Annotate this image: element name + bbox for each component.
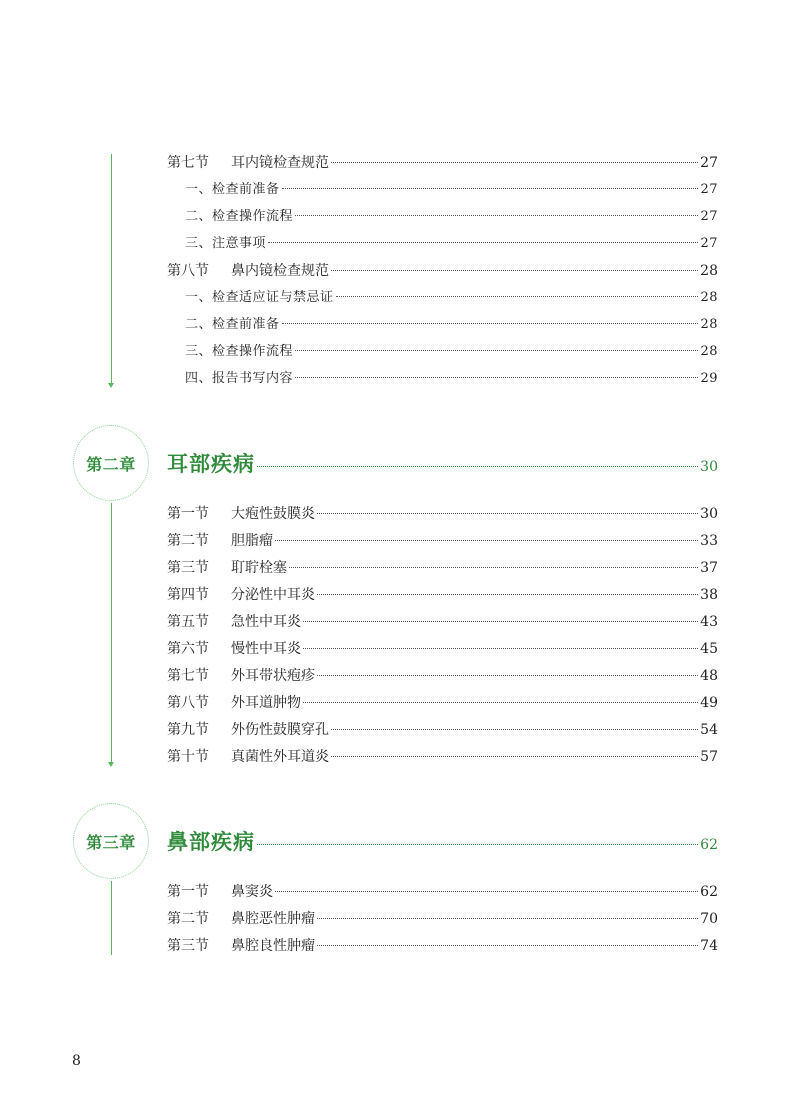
page-ref: 27	[700, 182, 718, 197]
dot-leader	[317, 675, 698, 676]
toc-section-entry[interactable]	[167, 935, 718, 957]
dot-leader	[331, 729, 698, 730]
chapter-badge: 第二章	[73, 425, 149, 501]
toc-chapter-entry[interactable]	[167, 826, 718, 856]
section-title: 真菌性外耳道炎	[231, 749, 329, 765]
section-title: 鼻窦炎	[231, 884, 273, 900]
section-title: 鼻腔良性肿瘤	[231, 938, 315, 954]
dot-leader	[295, 350, 698, 351]
page-ref: 33	[700, 533, 718, 549]
section-number: 第九节	[167, 722, 209, 738]
section-number: 第七节	[167, 155, 209, 171]
page-ref: 62	[700, 837, 718, 853]
section-number: 第八节	[167, 263, 209, 279]
section-title: 急性中耳炎	[231, 614, 301, 630]
dot-leader	[295, 215, 698, 216]
toc-section-entry[interactable]	[167, 557, 718, 579]
dot-leader	[317, 918, 698, 919]
arrow-down-icon	[108, 383, 114, 388]
dot-leader	[268, 242, 698, 243]
toc-subsection-entry[interactable]	[185, 314, 718, 336]
toc-subsection-entry[interactable]	[185, 341, 718, 363]
page-ref: 29	[700, 371, 718, 386]
arrow-down-icon	[108, 762, 114, 767]
chapter-badge: 第三章	[73, 803, 149, 879]
toc-section-entry[interactable]	[167, 638, 718, 660]
section-title: 胆脂瘤	[231, 533, 273, 549]
toc-section-entry[interactable]	[167, 530, 718, 552]
chapter-title: 耳部疾病	[167, 451, 255, 476]
dot-leader	[303, 702, 698, 703]
toc-section-entry[interactable]	[167, 719, 718, 741]
section-number: 第二节	[167, 533, 209, 549]
section-title: 分泌性中耳炎	[231, 587, 315, 603]
section-title: 耳内镜检查规范	[231, 155, 329, 171]
dot-leader	[317, 513, 698, 514]
page-ref: 27	[700, 236, 718, 251]
toc-section-entry[interactable]	[167, 665, 718, 687]
toc-subsection-entry[interactable]	[185, 179, 718, 201]
section-number: 第三节	[167, 938, 209, 954]
page-ref: 45	[700, 641, 718, 657]
section-number: 第十节	[167, 749, 209, 765]
section-number: 第二节	[167, 911, 209, 927]
toc-section-entry[interactable]	[167, 611, 718, 633]
toc-section-entry[interactable]	[167, 152, 718, 174]
section-title: 慢性中耳炎	[231, 641, 301, 657]
dot-leader	[317, 945, 698, 946]
subsection-title: 一、检查适应证与禁忌证	[185, 290, 334, 305]
dot-leader	[282, 323, 699, 324]
toc-chapter-entry[interactable]	[167, 448, 718, 478]
section-title: 外耳道肿物	[231, 695, 301, 711]
section-title: 大疱性鼓膜炎	[231, 506, 315, 522]
toc-section-entry[interactable]	[167, 881, 718, 903]
page-ref: 74	[700, 938, 718, 954]
subsection-title: 四、报告书写内容	[185, 371, 294, 386]
toc-subsection-entry[interactable]	[185, 206, 718, 228]
page-ref: 38	[700, 587, 718, 603]
section-title: 耵聍栓塞	[231, 560, 287, 576]
toc-subsection-entry[interactable]	[185, 287, 718, 309]
page-ref: 27	[700, 155, 718, 171]
chapter-title: 鼻部疾病	[167, 829, 255, 854]
subsection-title: 三、注意事项	[185, 236, 267, 251]
section-number: 第一节	[167, 884, 209, 900]
subsection-title: 二、检查操作流程	[185, 209, 294, 224]
timeline-line-chapter-2	[111, 503, 112, 763]
toc-section-entry[interactable]	[167, 584, 718, 606]
page-number: 8	[72, 1053, 81, 1069]
page-ref: 30	[700, 506, 718, 522]
section-title: 鼻内镜检查规范	[231, 263, 329, 279]
toc-section-entry[interactable]	[167, 908, 718, 930]
section-number: 第四节	[167, 587, 209, 603]
section-title: 外耳带状疱疹	[231, 668, 315, 684]
page-ref: 57	[700, 749, 718, 765]
dot-leader	[331, 756, 698, 757]
page-ref: 37	[700, 560, 718, 576]
page-ref: 49	[700, 695, 718, 711]
section-title: 鼻腔恶性肿瘤	[231, 911, 315, 927]
subsection-title: 一、检查前准备	[185, 182, 280, 197]
page-ref: 28	[700, 290, 718, 305]
page-ref: 43	[700, 614, 718, 630]
dot-leader	[303, 648, 698, 649]
toc-section-entry[interactable]	[167, 503, 718, 525]
dot-leader	[275, 891, 698, 892]
dot-leader	[336, 296, 699, 297]
dot-leader	[317, 594, 698, 595]
section-number: 第七节	[167, 668, 209, 684]
section-title: 外伤性鼓膜穿孔	[231, 722, 329, 738]
dot-leader	[295, 377, 698, 378]
page-ref: 70	[700, 911, 718, 927]
dot-leader	[257, 844, 698, 845]
dot-leader	[257, 466, 698, 467]
page-ref: 62	[700, 884, 718, 900]
page-ref: 48	[700, 668, 718, 684]
dot-leader	[331, 162, 698, 163]
section-number: 第一节	[167, 506, 209, 522]
page-ref: 28	[700, 344, 718, 359]
page-ref: 28	[700, 263, 718, 279]
toc-section-entry[interactable]	[167, 260, 718, 282]
dot-leader	[303, 621, 698, 622]
section-number: 第六节	[167, 641, 209, 657]
section-number: 第八节	[167, 695, 209, 711]
subsection-title: 三、检查操作流程	[185, 344, 294, 359]
section-number: 第三节	[167, 560, 209, 576]
dot-leader	[289, 567, 698, 568]
dot-leader	[331, 270, 698, 271]
toc-subsection-entry[interactable]	[185, 368, 718, 390]
page-ref: 27	[700, 209, 718, 224]
page-ref: 54	[700, 722, 718, 738]
toc-subsection-entry[interactable]	[185, 233, 718, 255]
page-ref: 28	[700, 317, 718, 332]
timeline-line-chapter-3	[111, 881, 112, 955]
page-ref: 30	[700, 459, 718, 475]
toc-section-entry[interactable]	[167, 692, 718, 714]
section-number: 第五节	[167, 614, 209, 630]
dot-leader	[282, 188, 699, 189]
subsection-title: 二、检查前准备	[185, 317, 280, 332]
dot-leader	[275, 540, 698, 541]
timeline-line-prev	[111, 154, 112, 384]
toc-section-entry[interactable]	[167, 746, 718, 768]
